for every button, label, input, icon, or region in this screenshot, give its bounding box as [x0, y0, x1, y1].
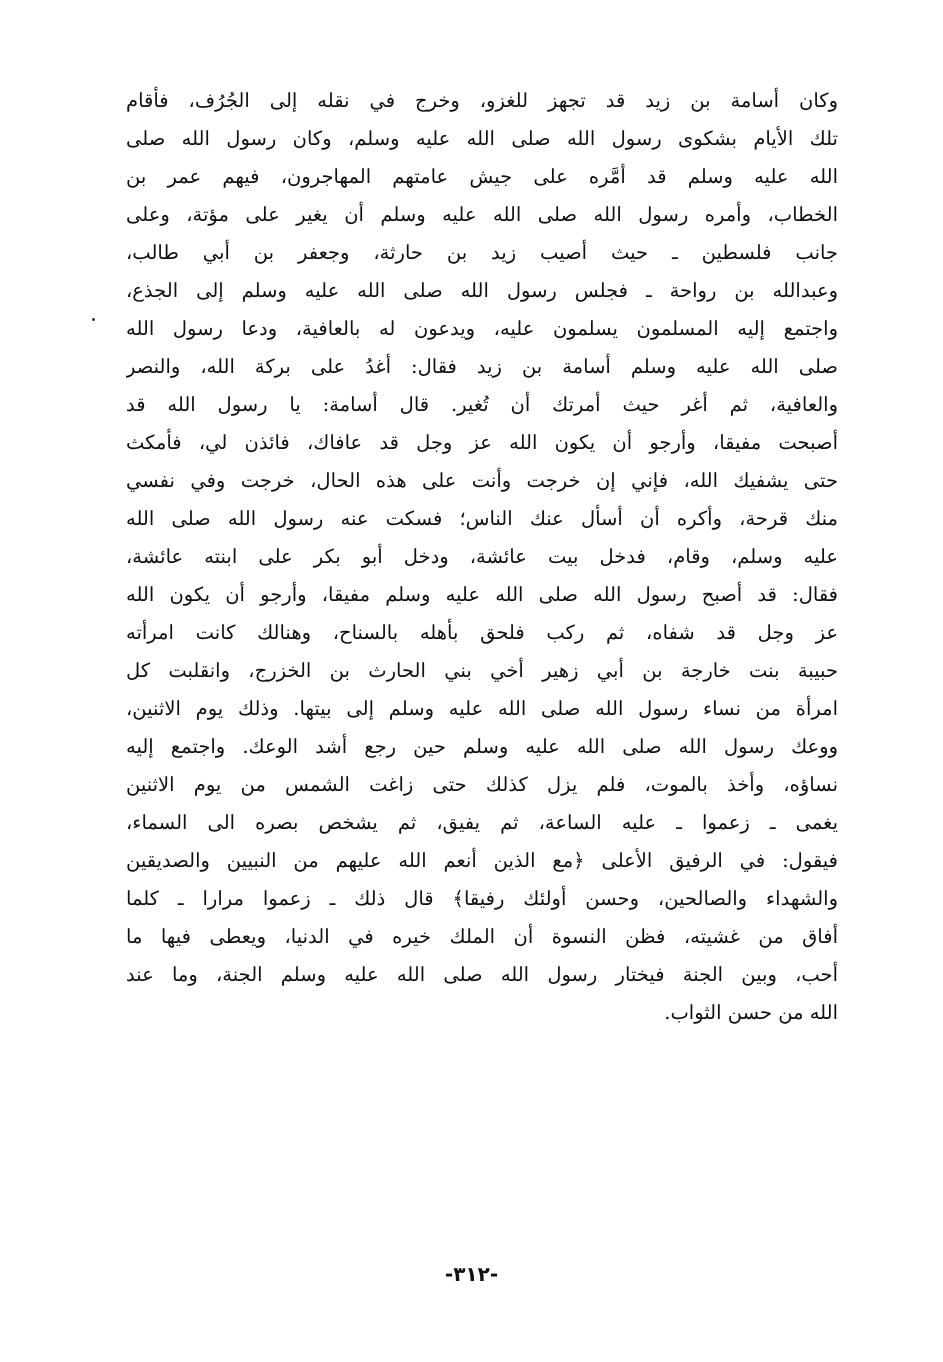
text-line: نساؤه، وأخذ بالموت، فلم يزل كذلك حتى زاغت الشمس من يوم الاثنين	[126, 773, 838, 796]
scan-speck	[92, 318, 95, 321]
text-line: أفاق من غشيته، فظن النسوة أن الملك خيره في الدنيا، ويعطى فيها ما	[126, 925, 838, 948]
text-line: الخطاب، وأمره رسول الله صلى الله عليه وسلم أن يغير على مؤتة، وعلى	[126, 203, 838, 226]
page-number: -٣١٢-	[444, 1262, 499, 1286]
text-line: حبيبة بنت خارجة بن أبي زهير أخي بني الحارث بن الخزرج، وانقلبت كل	[126, 659, 838, 682]
text-line: عليه وسلم، وقام، فدخل بيت عائشة، ودخل أبو بكر على ابنته عائشة،	[126, 545, 838, 568]
text-line: وكان أسامة بن زيد قد تجهز للغزو، وخرج في نقله إلى الجُرُف، فأقام	[126, 89, 838, 112]
text-line: والشهداء والصالحين، وحسن أولئك رفيقا﴾ قال ذلك ـ زعموا مرارا ـ كلما	[126, 887, 838, 910]
text-line: منك قرحة، وأكره أن أسأل عنك الناس؛ فسكت عنه رسول الله صلى الله	[126, 507, 838, 530]
text-line: صلى الله عليه وسلم أسامة بن زيد فقال: أغدُ على بركة الله، والنصر	[126, 355, 838, 378]
text-line-last: الله من حسن الثواب.	[664, 1001, 838, 1024]
text-line: واجتمع إليه المسلمون يسلمون عليه، ويدعون له بالعافية، ودعا رسول الله	[126, 317, 838, 340]
text-line: أحب، وبين الجنة فيختار رسول الله صلى الله عليه وسلم الجنة، وما عند	[126, 963, 838, 986]
text-line: فيقول: في الرفيق الأعلى ﴿مع الذين أنعم الله عليهم من النبيين والصديقين	[126, 849, 838, 872]
text-line: الله عليه وسلم قد أمَّره على جيش عامتهم المهاجرون، فيهم عمر بن	[126, 165, 838, 188]
text-line: أصبحت مفيقا، وأرجو أن يكون الله عز وجل قد عافاك، فائذن لي، فأمكث	[126, 431, 838, 454]
text-line: والعافية، ثم أغر حيث أمرتك أن تُغير. قال أسامة: يا رسول الله قد	[126, 393, 838, 416]
text-line: جانب فلسطين ـ حيث أصيب زيد بن حارثة، وجعفر بن أبي طالب،	[126, 241, 838, 264]
text-line: فقال: قد أصبح رسول الله صلى الله عليه وسلم مفيقا، وأرجو أن يكون الله	[126, 583, 838, 606]
text-line: حتى يشفيك الله، فإني إن خرجت وأنت على هذه الحال، خرجت وفي نفسي	[126, 469, 838, 492]
text-line: يغمى ـ زعموا ـ عليه الساعة، ثم يفيق، ثم يشخص بصره الى السماء،	[126, 811, 838, 834]
text-line: وعبدالله بن رواحة ـ فجلس رسول الله صلى الله عليه وسلم إلى الجذع،	[126, 279, 838, 302]
text-line: تلك الأيام بشكوى رسول الله صلى الله عليه وسلم، وكان رسول الله صلى	[126, 127, 838, 150]
text-line: عز وجل قد شفاه، ثم ركب فلحق بأهله بالسناح، وهنالك كانت امرأته	[126, 621, 838, 644]
text-line: امرأة من نساء رسول الله صلى الله عليه وسلم إلى بيتها. وذلك يوم الاثنين،	[126, 697, 838, 720]
text-line: ووعك رسول الله صلى الله عليه وسلم حين رجع أشد الوعك. واجتمع إليه	[126, 735, 838, 758]
text-body	[126, 82, 838, 1032]
